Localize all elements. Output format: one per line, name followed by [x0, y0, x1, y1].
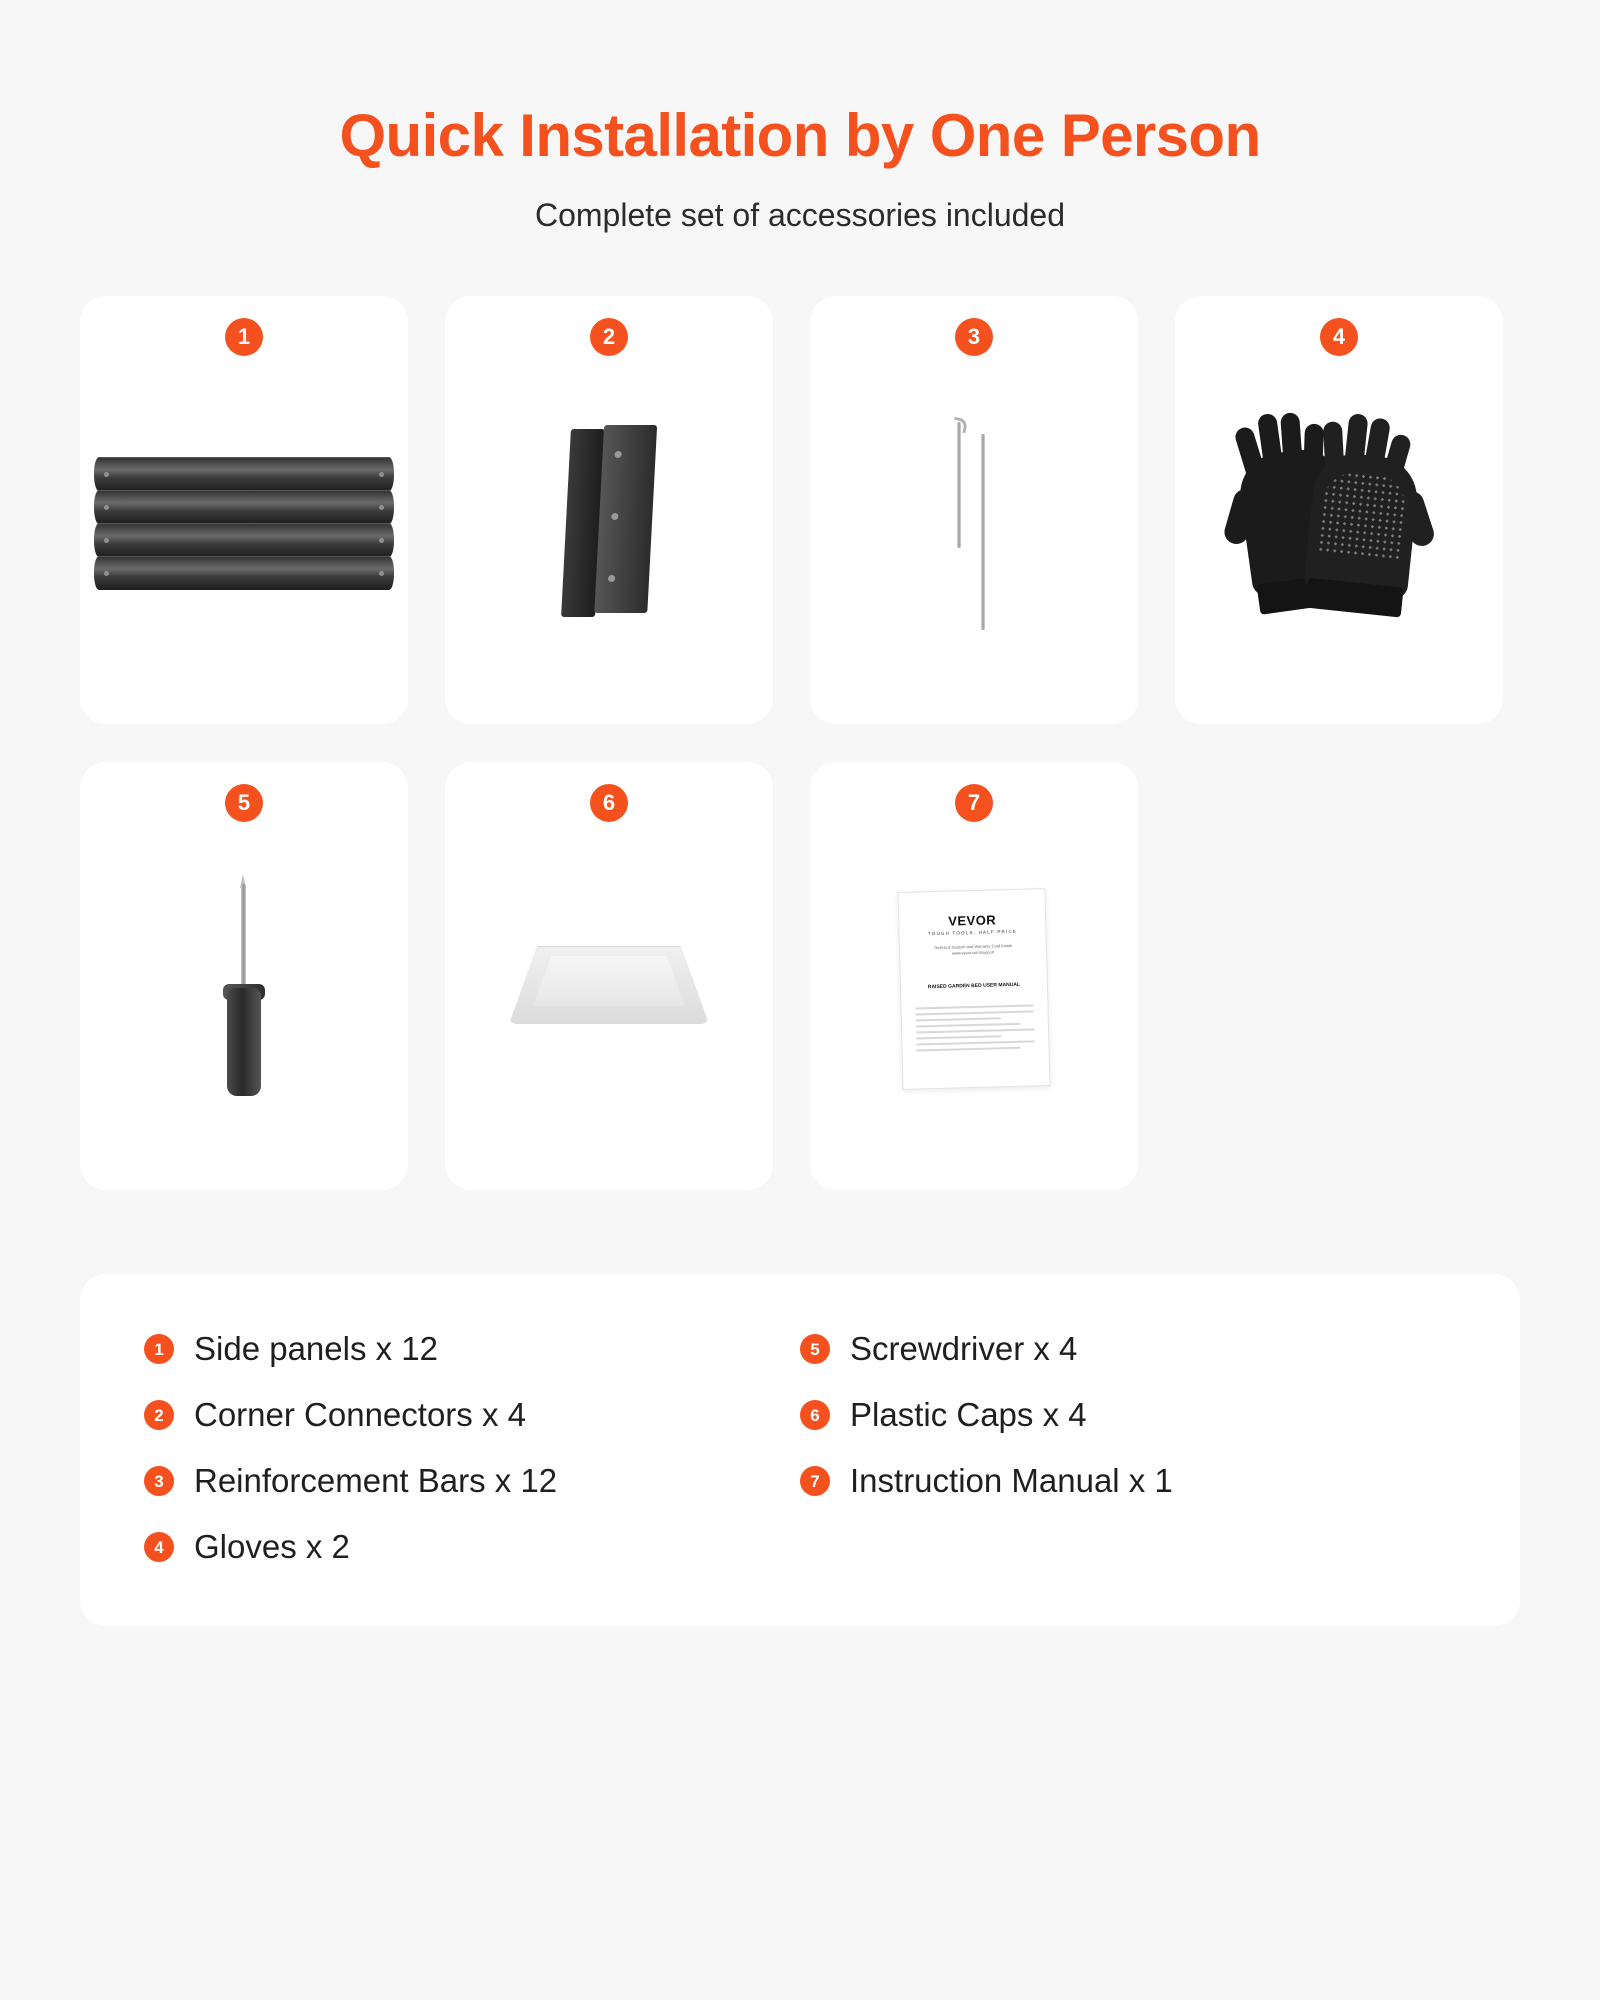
accessory-card-instruction-manual	[810, 762, 1138, 1190]
legend-label: Plastic Caps x 4	[850, 1396, 1087, 1433]
reinforcement-bars-image	[810, 296, 1138, 724]
legend-badge: 5	[800, 1334, 830, 1364]
screwdriver-image	[80, 762, 408, 1190]
legend-badge: 1	[144, 1334, 174, 1364]
connector-hole	[608, 575, 615, 582]
legend-label: Gloves x 2	[194, 1528, 350, 1565]
glove-finger	[1303, 424, 1324, 475]
legend-column-right	[800, 1330, 1456, 1566]
legend-item	[800, 1330, 1456, 1368]
page-title: Quick Installation by One Person	[339, 102, 1261, 169]
legend-item	[144, 1396, 800, 1434]
legend-item	[144, 1528, 800, 1566]
glove-right	[1303, 450, 1421, 600]
plastic-cap-image	[445, 762, 773, 1190]
accessory-card-gloves	[1175, 296, 1503, 724]
side-panels-image	[80, 296, 408, 724]
legend-item	[800, 1462, 1456, 1500]
reinforcement-bars-illustration	[939, 418, 1009, 628]
screwdriver-illustration	[221, 884, 267, 1094]
card-badge: 2	[590, 318, 628, 356]
reinforcement-bar	[981, 434, 985, 630]
accessory-card-reinforcement-bars	[810, 296, 1138, 724]
card-badge: 7	[955, 784, 993, 822]
legend-badge: 6	[800, 1400, 830, 1430]
legend-label: Instruction Manual x 1	[850, 1462, 1173, 1499]
accessory-card-plastic-cap	[445, 762, 773, 1190]
instruction-manual-image	[810, 762, 1138, 1190]
legend-badge: 4	[144, 1532, 174, 1562]
connector-hole	[614, 451, 621, 458]
card-badge: 5	[225, 784, 263, 822]
connector-flange-right	[594, 425, 657, 613]
manual-tagline: TOUGH TOOLS, HALF PRICE	[927, 928, 1018, 937]
legend-badge: 7	[800, 1466, 830, 1496]
parts-legend	[80, 1274, 1520, 1626]
connector-hole	[611, 513, 618, 520]
accessory-card-corner-connector	[445, 296, 773, 724]
accessory-card-screwdriver	[80, 762, 408, 1190]
panel-slat	[94, 490, 394, 524]
gloves-image	[1175, 296, 1503, 724]
vevor-logo: VEVOR	[948, 912, 997, 929]
side-panels-illustration	[94, 457, 394, 589]
manual-support-text: Technical Support and Warranty Card Inside www.vevor.com/support	[933, 942, 1013, 956]
legend-label: Reinforcement Bars x 12	[194, 1462, 558, 1499]
card-badge: 3	[955, 318, 993, 356]
legend-label: Screwdriver x 4	[850, 1330, 1078, 1367]
manual-cover	[897, 888, 1050, 1090]
panel-slat	[94, 556, 394, 590]
panel-slat	[94, 457, 394, 491]
glove-grip-dots	[1317, 469, 1410, 563]
corner-connector-image	[445, 296, 773, 724]
manual-body-lines	[915, 1004, 1034, 1051]
card-badge: 1	[225, 318, 263, 356]
panel-slat	[94, 523, 394, 557]
legend-item	[144, 1462, 800, 1500]
accessory-card-side-panels	[80, 296, 408, 724]
card-badge: 6	[590, 784, 628, 822]
legend-badge: 2	[144, 1400, 174, 1430]
legend-label: Side panels x 12	[194, 1330, 439, 1367]
page-subtitle: Complete set of accessories included	[534, 197, 1066, 233]
manual-title: RAISED GARDEN BED USER MANUAL	[927, 981, 1021, 991]
corner-connector-illustration	[561, 429, 657, 617]
header	[0, 0, 1600, 234]
legend-badge: 3	[144, 1466, 174, 1496]
legend-column-left	[144, 1330, 800, 1566]
gloves-illustration	[1244, 443, 1434, 603]
reinforcement-bar	[957, 422, 961, 548]
glove-finger	[1280, 412, 1303, 475]
card-badge: 4	[1320, 318, 1358, 356]
plastic-cap-inner	[533, 956, 685, 1006]
accessory-card-grid	[80, 296, 1520, 1190]
screwdriver-handle	[227, 988, 261, 1096]
legend-item	[144, 1330, 800, 1368]
glove-cuff	[1305, 578, 1404, 618]
glove-thumb	[1222, 486, 1261, 546]
legend-label: Corner Connectors x 4	[194, 1396, 526, 1433]
legend-item	[800, 1396, 1456, 1434]
plastic-cap-illustration	[509, 946, 709, 1032]
